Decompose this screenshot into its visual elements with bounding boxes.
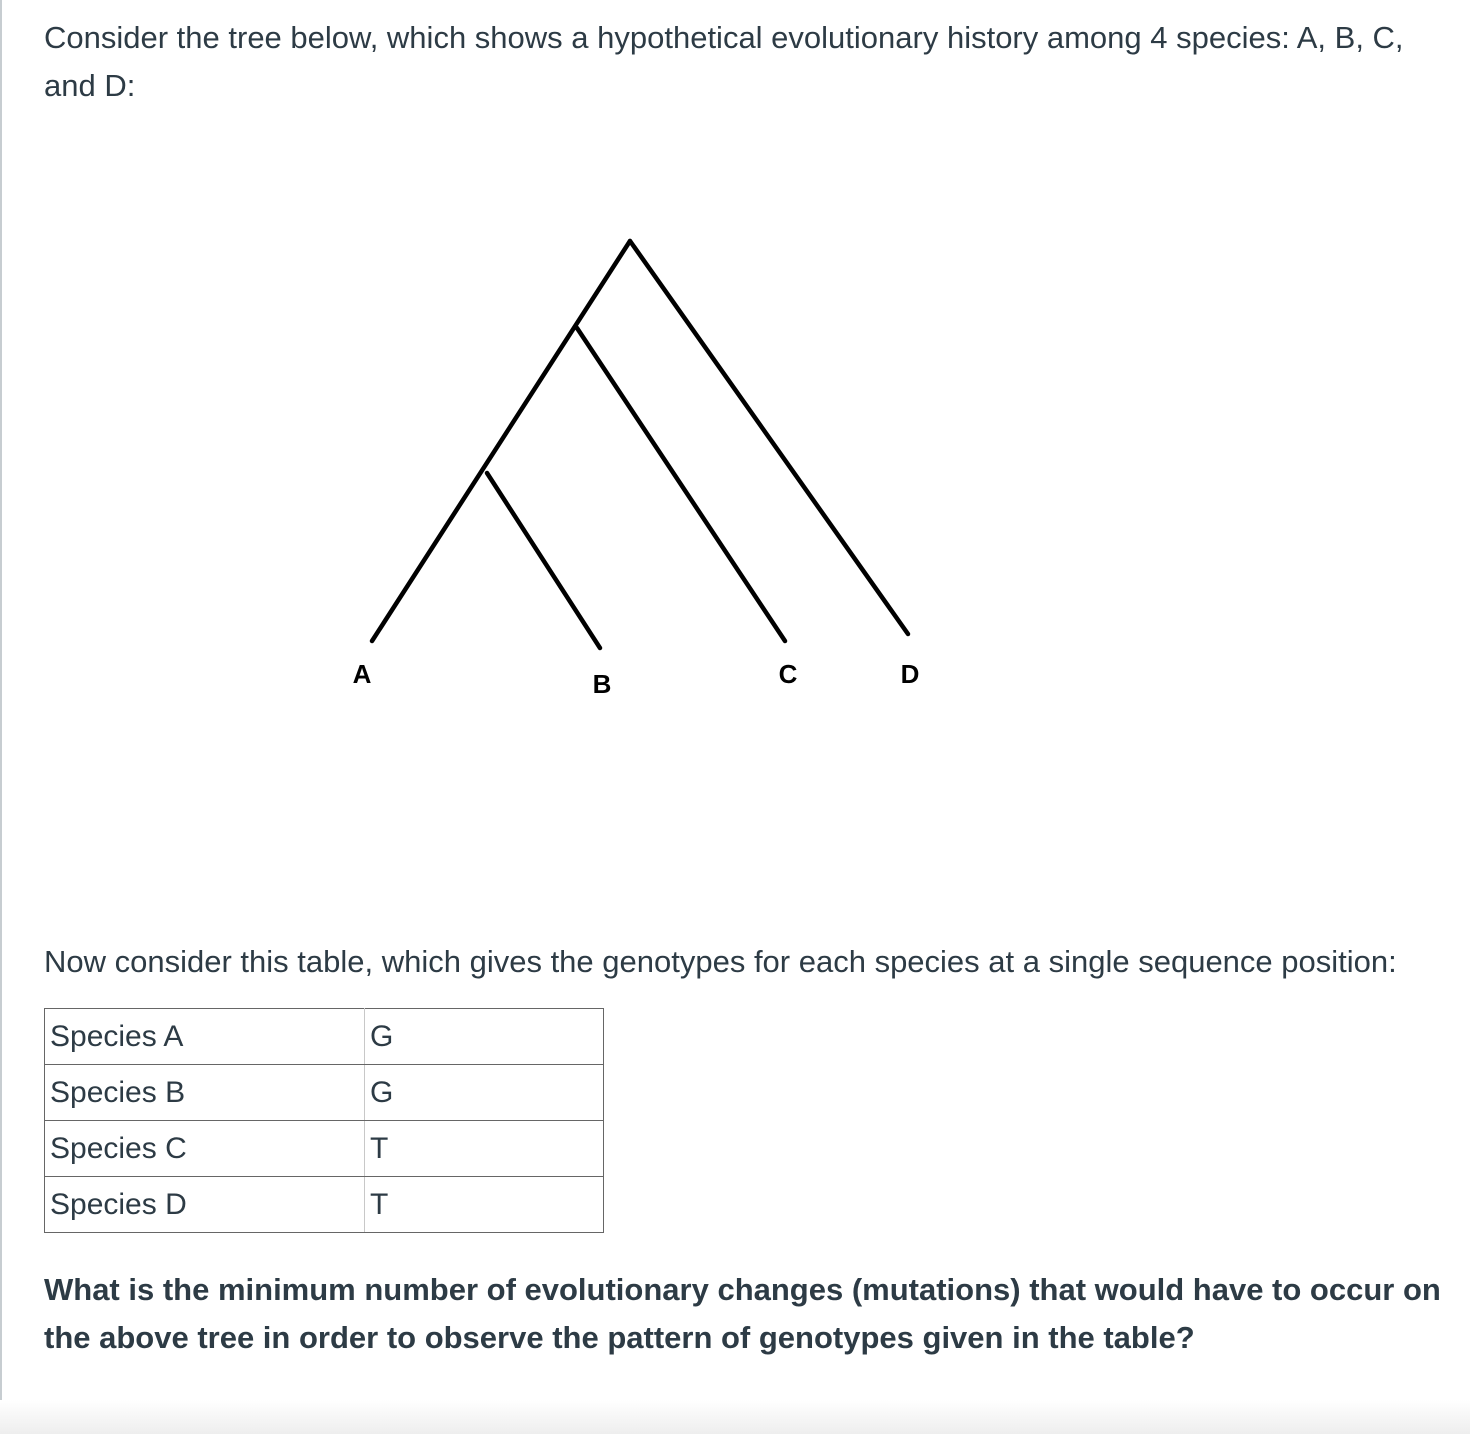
tip-label-a: A — [352, 659, 372, 689]
intro-text: Consider the tree below, which shows a hypothetical evolutionary history among 4 species: A, B, C, and D: — [44, 20, 1404, 103]
bottom-fade — [0, 1400, 1470, 1434]
species-cell: Species B — [45, 1065, 365, 1121]
tree-branch-d — [630, 241, 908, 634]
genotype-table — [44, 1008, 604, 1233]
page-left-border — [0, 0, 2, 1434]
species-cell: Species C — [45, 1121, 365, 1177]
genotype-cell: G — [365, 1009, 604, 1065]
question-text: What is the minimum number of evolutionary changes (mutations) that would have to occur on the above tree in order to observe the pattern of genotypes given in the table? — [44, 1272, 1441, 1355]
genotype-cell: T — [365, 1121, 604, 1177]
table-row — [45, 1121, 604, 1177]
tip-label-c: C — [778, 659, 798, 689]
table-intro-text: Now consider this table, which gives the genotypes for each species at a single sequence position: — [44, 944, 1397, 979]
table-row — [45, 1065, 604, 1121]
genotype-cell: G — [365, 1065, 604, 1121]
table-row — [45, 1177, 604, 1233]
table-row — [45, 1009, 604, 1065]
tip-label-b: B — [592, 669, 612, 699]
tip-label-d: D — [900, 659, 920, 689]
tree-branch-b — [487, 473, 600, 648]
phylogenetic-tree — [330, 230, 950, 710]
genotype-cell: T — [365, 1177, 604, 1233]
tree-branch-c — [577, 328, 785, 641]
species-cell: Species D — [45, 1177, 365, 1233]
tree-trunk-to-a — [372, 241, 630, 641]
species-cell: Species A — [45, 1009, 365, 1065]
